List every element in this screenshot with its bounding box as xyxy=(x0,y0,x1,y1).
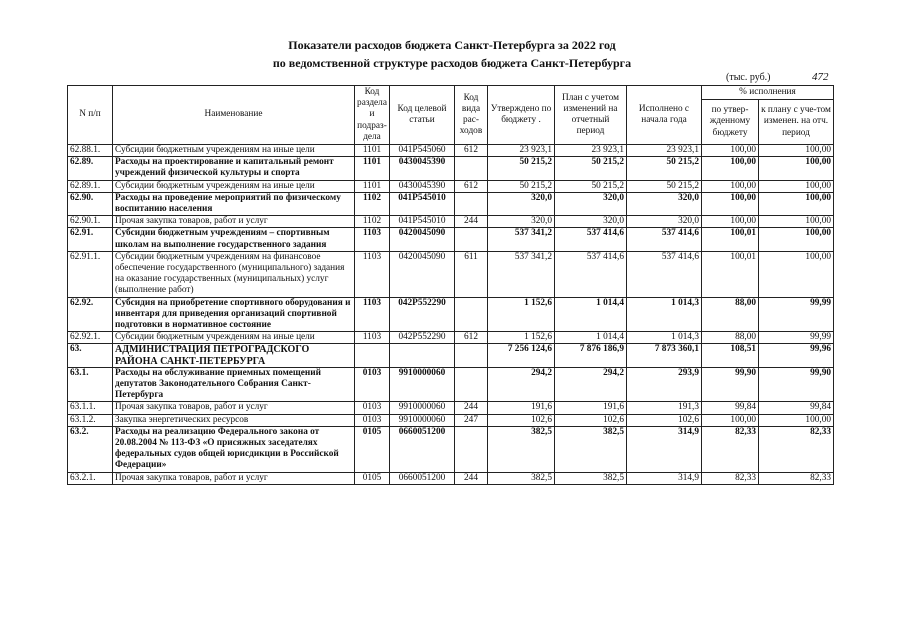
cell-type-code: 612 xyxy=(455,145,488,157)
page-number: 472 xyxy=(812,71,829,83)
cell-num: 62.91. xyxy=(68,228,113,251)
cell-pct-approved: 100,00 xyxy=(702,192,759,215)
cell-executed: 293,9 xyxy=(627,367,702,402)
cell-name: Субсидии бюджетным учреждениям на иные цели xyxy=(113,145,355,157)
cell-section-code: 1103 xyxy=(355,251,390,297)
cell-pct-approved: 100,01 xyxy=(702,228,759,251)
cell-name: Закупка энергетических ресурсов xyxy=(113,414,355,426)
cell-num: 62.89. xyxy=(68,157,113,180)
cell-type-code xyxy=(455,297,488,332)
cell-num: 63.1.1. xyxy=(68,402,113,414)
cell-executed: 7 873 360,1 xyxy=(627,344,702,367)
cell-pct-plan: 100,00 xyxy=(759,228,834,251)
cell-pct-approved: 100,01 xyxy=(702,251,759,297)
cell-num: 62.90.1. xyxy=(68,216,113,228)
table-row xyxy=(68,426,834,472)
cell-num: 63.1.2. xyxy=(68,414,113,426)
cell-article-code: 041P545010 xyxy=(390,216,455,228)
cell-plan: 382,5 xyxy=(555,426,627,472)
cell-approved: 50 215,2 xyxy=(488,157,555,180)
cell-pct-approved: 100,00 xyxy=(702,216,759,228)
cell-approved: 102,6 xyxy=(488,414,555,426)
cell-pct-approved: 100,00 xyxy=(702,414,759,426)
cell-pct-plan: 100,00 xyxy=(759,192,834,215)
cell-name: Прочая закупка товаров, работ и услуг xyxy=(113,216,355,228)
cell-plan: 50 215,2 xyxy=(555,180,627,192)
cell-pct-approved: 82,33 xyxy=(702,472,759,484)
cell-plan: 294,2 xyxy=(555,367,627,402)
cell-executed: 23 923,1 xyxy=(627,145,702,157)
cell-pct-plan: 82,33 xyxy=(759,472,834,484)
cell-section-code: 1102 xyxy=(355,192,390,215)
cell-approved: 1 152,6 xyxy=(488,297,555,332)
cell-pct-approved: 88,00 xyxy=(702,332,759,344)
cell-num: 62.90. xyxy=(68,192,113,215)
header-pct-plan: к плану с уче-том изменен. на отч. период xyxy=(759,100,834,145)
cell-name: Расходы на обслуживание приемных помещений депутатов Законодательного Собрания Санкт-Петербурга xyxy=(113,367,355,402)
cell-type-code xyxy=(455,367,488,402)
cell-section-code: 0103 xyxy=(355,402,390,414)
cell-pct-approved: 82,33 xyxy=(702,426,759,472)
cell-pct-plan: 99,99 xyxy=(759,332,834,344)
cell-type-code: 611 xyxy=(455,251,488,297)
cell-type-code xyxy=(455,426,488,472)
table-row xyxy=(68,145,834,157)
cell-approved: 537 341,2 xyxy=(488,228,555,251)
expenses-table xyxy=(67,85,834,485)
table-row xyxy=(68,251,834,297)
cell-executed: 320,0 xyxy=(627,216,702,228)
header-approved: Утверждено по бюджету . xyxy=(488,86,555,145)
table-row xyxy=(68,192,834,215)
cell-num: 63.2. xyxy=(68,426,113,472)
cell-pct-plan: 100,00 xyxy=(759,414,834,426)
header-article-code: Код целевой статьи xyxy=(390,86,455,145)
header-section-code: Код раздела и подраз-дела xyxy=(355,86,390,145)
cell-plan: 1 014,4 xyxy=(555,297,627,332)
cell-type-code: 612 xyxy=(455,332,488,344)
cell-article-code: 0660051200 xyxy=(390,472,455,484)
cell-executed: 537 414,6 xyxy=(627,228,702,251)
cell-name: АДМИНИСТРАЦИЯ ПЕТРОГРАДСКОГО РАЙОНА САНКТ-ПЕТЕРБУРГА xyxy=(113,344,355,367)
cell-section-code: 1103 xyxy=(355,332,390,344)
cell-pct-plan: 100,00 xyxy=(759,145,834,157)
cell-pct-approved: 100,00 xyxy=(702,157,759,180)
cell-approved: 294,2 xyxy=(488,367,555,402)
header-executed: Исполнено с начала года xyxy=(627,86,702,145)
cell-name: Расходы на проектирование и капитальный ремонт учреждений физической культуры и спорта xyxy=(113,157,355,180)
cell-num: 63.1. xyxy=(68,367,113,402)
cell-approved: 191,6 xyxy=(488,402,555,414)
cell-plan: 382,5 xyxy=(555,472,627,484)
cell-pct-plan: 99,99 xyxy=(759,297,834,332)
cell-name: Субсидии бюджетным учреждениям на иные цели xyxy=(113,332,355,344)
cell-article-code: 042P552290 xyxy=(390,297,455,332)
cell-type-code: 244 xyxy=(455,472,488,484)
cell-plan: 7 876 186,9 xyxy=(555,344,627,367)
cell-section-code: 0103 xyxy=(355,414,390,426)
cell-type-code: 244 xyxy=(455,216,488,228)
cell-article-code: 0430045390 xyxy=(390,180,455,192)
cell-pct-approved: 99,84 xyxy=(702,402,759,414)
cell-approved: 537 341,2 xyxy=(488,251,555,297)
cell-name: Субсидии бюджетным учреждениям на иные цели xyxy=(113,180,355,192)
cell-plan: 320,0 xyxy=(555,192,627,215)
cell-num: 62.89.1. xyxy=(68,180,113,192)
cell-executed: 314,9 xyxy=(627,426,702,472)
cell-approved: 23 923,1 xyxy=(488,145,555,157)
cell-pct-approved: 88,00 xyxy=(702,297,759,332)
table-row xyxy=(68,180,834,192)
cell-section-code: 1101 xyxy=(355,180,390,192)
cell-article-code: 0420045090 xyxy=(390,228,455,251)
table-row xyxy=(68,216,834,228)
table-row xyxy=(68,367,834,402)
cell-approved: 7 256 124,6 xyxy=(488,344,555,367)
cell-article-code: 0430045390 xyxy=(390,157,455,180)
cell-plan: 23 923,1 xyxy=(555,145,627,157)
cell-executed: 314,9 xyxy=(627,472,702,484)
cell-executed: 102,6 xyxy=(627,414,702,426)
cell-executed: 537 414,6 xyxy=(627,251,702,297)
report-title-line-2: по ведомственной структуре расходов бюджета Санкт-Петербурга xyxy=(272,56,632,70)
cell-section-code: 1103 xyxy=(355,297,390,332)
header-name: Наименование xyxy=(113,86,355,145)
cell-article-code: 9910000060 xyxy=(390,402,455,414)
cell-plan: 1 014,4 xyxy=(555,332,627,344)
cell-plan: 537 414,6 xyxy=(555,228,627,251)
report-title-line-1: Показатели расходов бюджета Санкт-Петербурга за 2022 год xyxy=(288,38,616,52)
cell-name: Прочая закупка товаров, работ и услуг xyxy=(113,402,355,414)
cell-section-code: 0105 xyxy=(355,426,390,472)
header-percent: % исполнения xyxy=(702,86,834,100)
table-row xyxy=(68,332,834,344)
cell-name: Субсидии бюджетным учреждениям – спортивным школам на выполнение государственного задания xyxy=(113,228,355,251)
cell-pct-plan: 100,00 xyxy=(759,180,834,192)
table-row xyxy=(68,414,834,426)
table-row xyxy=(68,228,834,251)
cell-section-code: 0103 xyxy=(355,367,390,402)
cell-executed: 191,3 xyxy=(627,402,702,414)
cell-name: Расходы на реализацию Федерального закона от 20.08.2004 № 113-ФЗ «О присяжных заседателях федеральных судов общей юрисдикции в Российской Федерации» xyxy=(113,426,355,472)
units-label: (тыс. руб.) xyxy=(726,72,771,83)
cell-article-code: 042P552290 xyxy=(390,332,455,344)
cell-pct-plan: 99,96 xyxy=(759,344,834,367)
cell-type-code xyxy=(455,344,488,367)
cell-pct-plan: 100,00 xyxy=(759,216,834,228)
cell-type-code xyxy=(455,228,488,251)
cell-executed: 320,0 xyxy=(627,192,702,215)
cell-approved: 50 215,2 xyxy=(488,180,555,192)
cell-num: 63. xyxy=(68,344,113,367)
cell-name: Субсидия на приобретение спортивного оборудования и инвентаря для приведения организаций спортивной подготовки в нормативное состояние xyxy=(113,297,355,332)
cell-section-code: 1101 xyxy=(355,157,390,180)
cell-article-code: 041P545010 xyxy=(390,192,455,215)
cell-pct-plan: 100,00 xyxy=(759,157,834,180)
cell-pct-plan: 99,90 xyxy=(759,367,834,402)
cell-num: 62.88.1. xyxy=(68,145,113,157)
cell-approved: 320,0 xyxy=(488,192,555,215)
cell-pct-plan: 99,84 xyxy=(759,402,834,414)
cell-num: 62.92. xyxy=(68,297,113,332)
cell-article-code: 9910000060 xyxy=(390,414,455,426)
cell-approved: 382,5 xyxy=(488,472,555,484)
cell-approved: 1 152,6 xyxy=(488,332,555,344)
header-type-code: Код вида рас-ходов xyxy=(455,86,488,145)
cell-type-code: 244 xyxy=(455,402,488,414)
cell-type-code xyxy=(455,192,488,215)
cell-name: Прочая закупка товаров, работ и услуг xyxy=(113,472,355,484)
cell-pct-approved: 99,90 xyxy=(702,367,759,402)
cell-approved: 382,5 xyxy=(488,426,555,472)
cell-article-code: 0420045090 xyxy=(390,251,455,297)
table-row xyxy=(68,472,834,484)
cell-pct-plan: 82,33 xyxy=(759,426,834,472)
cell-executed: 1 014,3 xyxy=(627,297,702,332)
cell-executed: 1 014,3 xyxy=(627,332,702,344)
table-row xyxy=(68,297,834,332)
cell-article-code: 041P545060 xyxy=(390,145,455,157)
cell-executed: 50 215,2 xyxy=(627,180,702,192)
cell-plan: 50 215,2 xyxy=(555,157,627,180)
cell-article-code: 9910000060 xyxy=(390,367,455,402)
cell-article-code xyxy=(390,344,455,367)
cell-approved: 320,0 xyxy=(488,216,555,228)
cell-section-code: 1101 xyxy=(355,145,390,157)
cell-plan: 320,0 xyxy=(555,216,627,228)
cell-article-code: 0660051200 xyxy=(390,426,455,472)
cell-name: Субсидии бюджетным учреждениям на финансовое обеспечение государственного (муниципального) задания на оказание государственных (муниципальных) услуг (выполнение работ) xyxy=(113,251,355,297)
cell-section-code: 0105 xyxy=(355,472,390,484)
cell-num: 62.91.1. xyxy=(68,251,113,297)
cell-type-code: 612 xyxy=(455,180,488,192)
cell-plan: 537 414,6 xyxy=(555,251,627,297)
header-plan: План с учетом изменений на отчетный период xyxy=(555,86,627,145)
cell-section-code: 1103 xyxy=(355,228,390,251)
cell-type-code: 247 xyxy=(455,414,488,426)
cell-type-code xyxy=(455,157,488,180)
header-pct-approved: по утвер-жденному бюджету xyxy=(702,100,759,145)
header-num: N п/п xyxy=(68,86,113,145)
cell-pct-approved: 100,00 xyxy=(702,145,759,157)
cell-pct-approved: 108,51 xyxy=(702,344,759,367)
cell-num: 62.92.1. xyxy=(68,332,113,344)
cell-num: 63.2.1. xyxy=(68,472,113,484)
table-body xyxy=(68,145,834,485)
cell-executed: 50 215,2 xyxy=(627,157,702,180)
table-row xyxy=(68,344,834,367)
cell-section-code xyxy=(355,344,390,367)
cell-plan: 191,6 xyxy=(555,402,627,414)
cell-section-code: 1102 xyxy=(355,216,390,228)
cell-pct-approved: 100,00 xyxy=(702,180,759,192)
cell-name: Расходы на проведение мероприятий по физическому воспитанию населения xyxy=(113,192,355,215)
cell-pct-plan: 100,00 xyxy=(759,251,834,297)
table-row xyxy=(68,402,834,414)
table-row xyxy=(68,157,834,180)
cell-plan: 102,6 xyxy=(555,414,627,426)
